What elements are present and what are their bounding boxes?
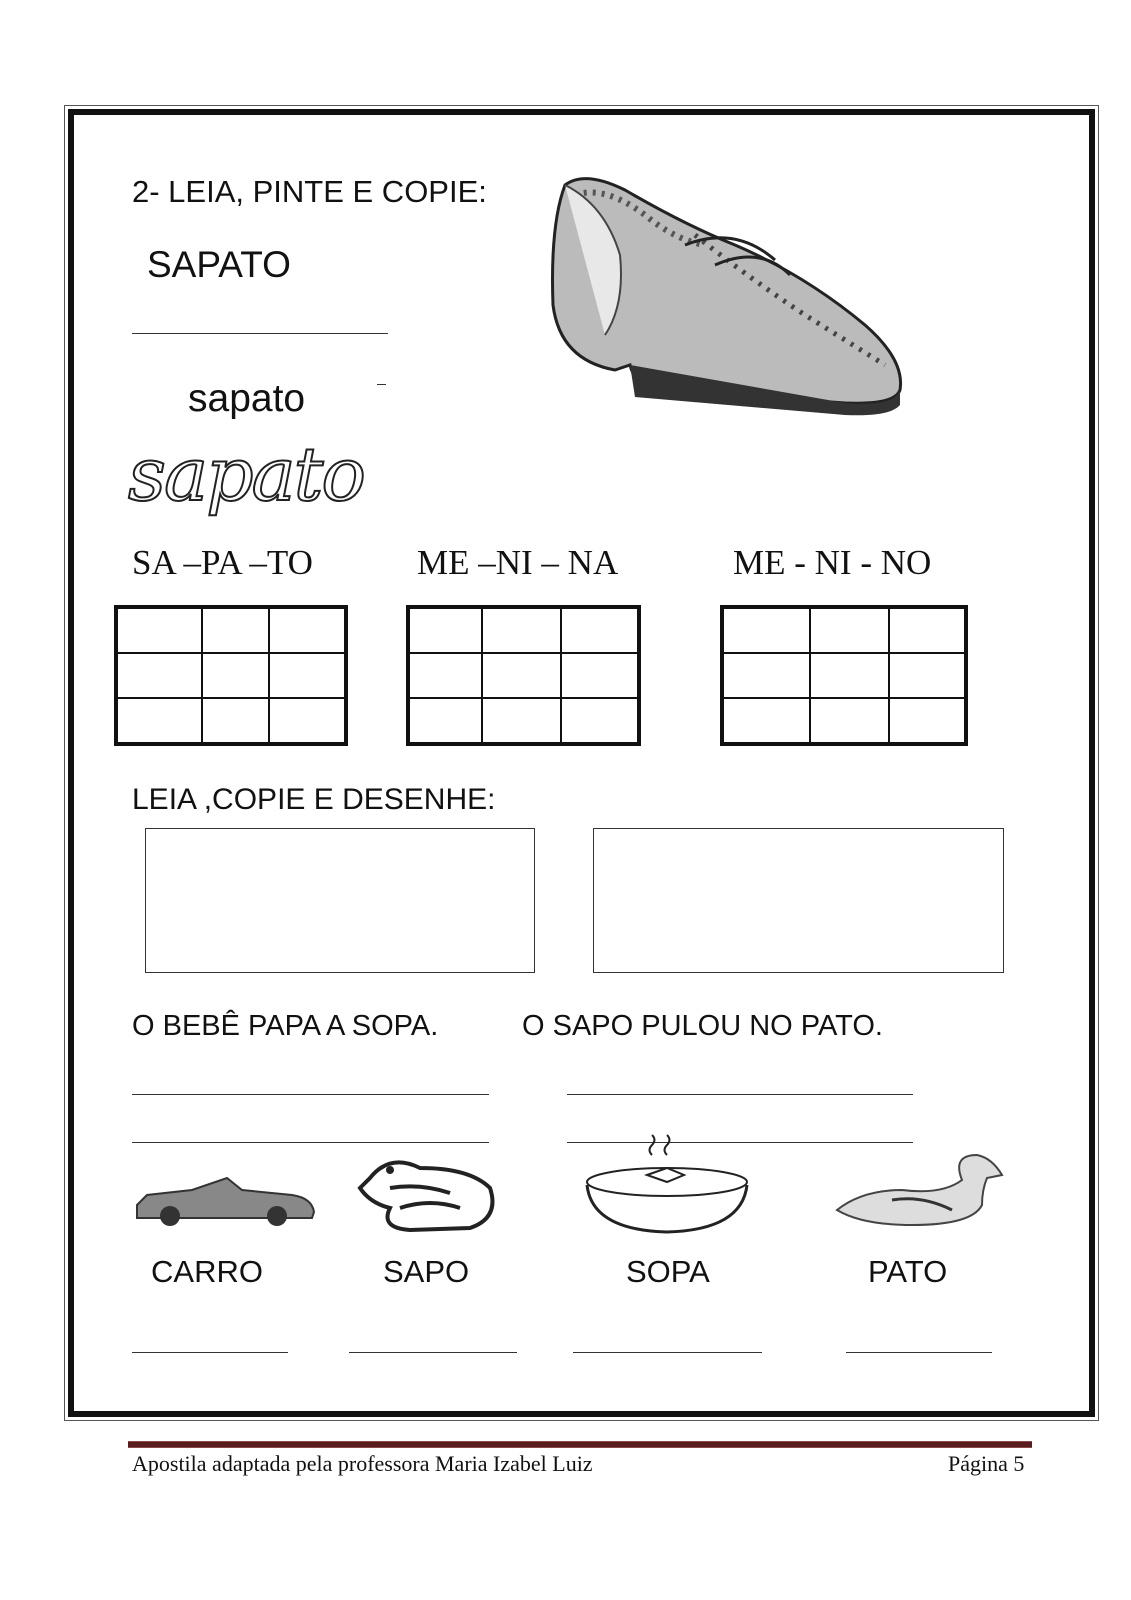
picture-label-sapo: SAPO (383, 1254, 470, 1289)
writing-line[interactable] (573, 1352, 762, 1353)
picture-label-carro: CARRO (151, 1254, 263, 1289)
syllables-menino: ME - NI - NO (733, 543, 932, 582)
drawing-box-2[interactable] (593, 828, 1004, 973)
syllable-grid-3[interactable] (720, 605, 968, 746)
picture-label-sopa: SOPA (626, 1254, 710, 1289)
car-icon (132, 1170, 317, 1230)
soup-bowl-icon (572, 1130, 762, 1240)
writing-line[interactable] (132, 1352, 288, 1353)
syllables-sapato: SA –PA –TO (132, 543, 313, 582)
syllables-menina: ME –NI – NA (417, 543, 619, 582)
frog-icon (350, 1148, 500, 1238)
footer-page-number: Página 5 (948, 1451, 1025, 1476)
footer-author: Apostila adaptada pela professora Maria Izabel Luiz (132, 1451, 593, 1476)
writing-line[interactable] (567, 1094, 913, 1095)
drawing-box-1[interactable] (145, 828, 535, 973)
syllable-grid-2[interactable] (406, 605, 641, 746)
dash (377, 384, 386, 385)
writing-line[interactable] (846, 1352, 992, 1353)
shoe-image (545, 165, 915, 425)
syllable-grid-1[interactable] (114, 605, 348, 746)
picture-label-pato: PATO (868, 1254, 948, 1289)
writing-line[interactable] (132, 1142, 489, 1143)
writing-line[interactable] (132, 1094, 489, 1095)
section-title-read-copy-draw: LEIA ,COPIE E DESENHE: (132, 783, 496, 816)
cursive-trace-word: sapato (128, 432, 364, 518)
exercise-title: 2- LEIA, PINTE E COPIE: (132, 174, 487, 209)
word-lowercase: sapato (188, 377, 306, 420)
word-uppercase: SAPATO (147, 244, 291, 285)
footer-rule (128, 1441, 1032, 1448)
duck-icon (832, 1150, 1007, 1230)
sentence-1: O BEBÊ PAPA A SOPA. (132, 1010, 439, 1042)
sentence-2: O SAPO PULOU NO PATO. (522, 1010, 883, 1042)
writing-line[interactable] (349, 1352, 517, 1353)
writing-line[interactable] (132, 333, 388, 334)
